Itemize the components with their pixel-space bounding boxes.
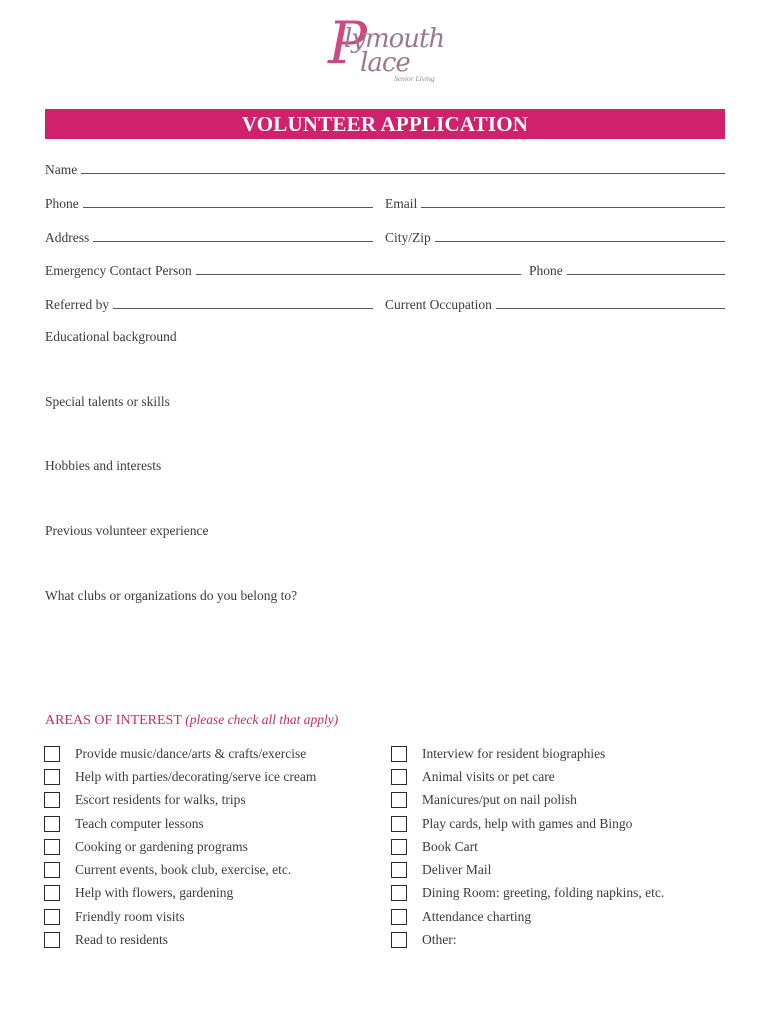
interest-label: Cooking or gardening programs (75, 838, 248, 854)
checkbox[interactable] (44, 792, 60, 808)
interest-item[interactable] (44, 812, 316, 835)
interest-item[interactable] (44, 928, 316, 951)
phone-label: Phone (45, 196, 79, 211)
areas-heading-note: (please check all that apply) (185, 712, 339, 727)
address-label: Address (45, 230, 90, 245)
emergency-phone-field[interactable] (529, 259, 725, 279)
plymouth-place-logo (326, 9, 450, 86)
interest-label: Current events, book club, exercise, etc. (75, 862, 292, 878)
interest-label: Help with parties/decorating/serve ice cream (75, 768, 317, 784)
interest-list-right (391, 742, 664, 952)
address-field[interactable] (45, 226, 373, 246)
checkbox[interactable] (44, 885, 60, 901)
interest-item[interactable] (44, 742, 316, 765)
current-occupation-label: Current Occupation (385, 297, 492, 312)
interest-item[interactable] (391, 835, 664, 858)
emergency-phone-label: Phone (529, 263, 563, 278)
city-zip-label: City/Zip (385, 230, 431, 245)
current-occupation-field[interactable] (385, 293, 725, 313)
name-label: Name (45, 162, 78, 177)
interest-label: Read to residents (75, 932, 168, 948)
email-line[interactable] (421, 207, 725, 208)
interest-item[interactable] (391, 858, 664, 881)
emergency-contact-line[interactable] (196, 274, 521, 275)
interest-item[interactable] (391, 882, 664, 905)
clubs-label: What clubs or organizations do you belong to? (45, 588, 298, 603)
interest-label: Manicures/put on nail polish (422, 792, 577, 808)
interest-item[interactable] (44, 882, 316, 905)
emergency-contact-label: Emergency Contact Person (45, 263, 192, 278)
volunteer-experience-label: Previous volunteer experience (45, 523, 209, 538)
referred-by-label: Referred by (45, 297, 110, 312)
checkbox[interactable] (391, 816, 407, 832)
checkbox[interactable] (391, 839, 407, 855)
logo-line-1: lymouth (344, 24, 445, 54)
interest-label: Other: (422, 932, 457, 948)
interest-list-left (44, 742, 316, 952)
interest-label: Play cards, help with games and Bingo (422, 815, 633, 831)
checkbox[interactable] (391, 862, 407, 878)
checkbox[interactable] (391, 885, 407, 901)
checkbox[interactable] (391, 792, 407, 808)
title-bar (45, 109, 725, 139)
interest-label: Attendance charting (422, 908, 532, 924)
interest-label: Teach computer lessons (75, 815, 204, 831)
checkbox[interactable] (391, 909, 407, 925)
city-zip-field[interactable] (385, 226, 725, 246)
areas-of-interest-heading (45, 712, 338, 729)
email-label: Email (385, 196, 418, 211)
email-field[interactable] (385, 192, 725, 212)
checkbox[interactable] (44, 769, 60, 785)
checkbox[interactable] (391, 932, 407, 948)
emergency-phone-line[interactable] (567, 274, 725, 275)
phone-line[interactable] (83, 207, 373, 208)
checkbox[interactable] (391, 746, 407, 762)
checkbox[interactable] (44, 746, 60, 762)
interest-item[interactable] (44, 905, 316, 928)
logo-initial: P (328, 9, 368, 77)
areas-heading-text: AREAS OF INTEREST (45, 713, 182, 728)
referred-by-field[interactable] (45, 293, 373, 313)
talents-label: Special talents or skills (45, 394, 170, 409)
checkbox[interactable] (44, 839, 60, 855)
education-label: Educational background (45, 329, 177, 344)
interest-label: Provide music/dance/arts & crafts/exercise (75, 745, 307, 761)
interest-item[interactable] (44, 765, 316, 788)
name-field[interactable] (45, 158, 725, 178)
logo-tagline: Senior Living (394, 74, 435, 83)
interest-item[interactable] (391, 765, 664, 788)
checkbox[interactable] (44, 932, 60, 948)
logo-line-2: lace (360, 48, 410, 78)
interest-item[interactable] (391, 928, 664, 951)
interest-item[interactable] (391, 742, 664, 765)
interest-label: Friendly room visits (75, 908, 185, 924)
phone-field[interactable] (45, 192, 373, 212)
interest-label: Escort residents for walks, trips (75, 792, 246, 808)
address-line[interactable] (93, 241, 373, 242)
interest-item[interactable] (391, 812, 664, 835)
checkbox[interactable] (44, 862, 60, 878)
hobbies-label: Hobbies and interests (45, 458, 162, 473)
interest-label: Help with flowers, gardening (75, 885, 234, 901)
referred-by-line[interactable] (113, 308, 373, 309)
current-occupation-line[interactable] (496, 308, 725, 309)
interest-label: Book Cart (422, 838, 478, 854)
checkbox[interactable] (44, 909, 60, 925)
page-title: VOLUNTEER APPLICATION (241, 112, 529, 136)
city-zip-line[interactable] (435, 241, 725, 242)
interest-label: Interview for resident biographies (422, 745, 606, 761)
interest-item[interactable] (44, 835, 316, 858)
interest-label: Animal visits or pet care (422, 768, 555, 784)
interest-item[interactable] (44, 858, 316, 881)
checkbox[interactable] (44, 816, 60, 832)
interest-item[interactable] (44, 789, 316, 812)
checkbox[interactable] (391, 769, 407, 785)
name-line[interactable] (81, 173, 725, 174)
interest-item[interactable] (391, 905, 664, 928)
interest-label: Dining Room: greeting, folding napkins, etc. (422, 885, 665, 901)
interest-label: Deliver Mail (422, 862, 492, 878)
interest-item[interactable] (391, 789, 664, 812)
emergency-contact-field[interactable] (45, 259, 521, 279)
